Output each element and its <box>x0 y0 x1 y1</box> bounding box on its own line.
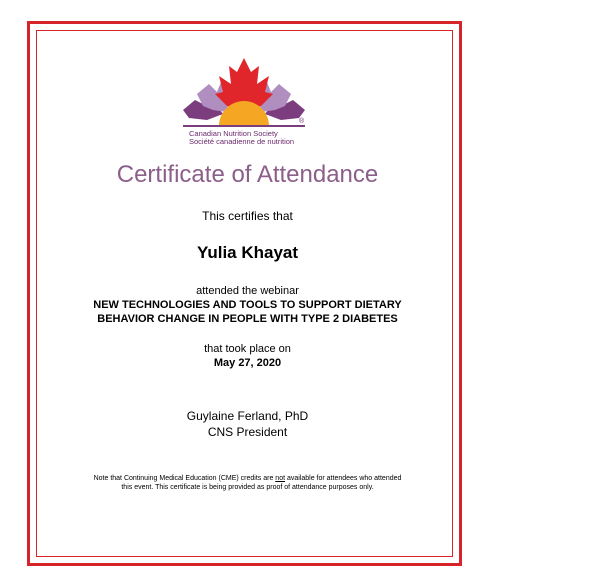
certificate-content <box>30 24 465 569</box>
certifies-text: This certifies that <box>202 209 293 223</box>
registered-mark: ® <box>299 118 305 125</box>
certificate-title: Certificate of Attendance <box>116 161 379 188</box>
recipient-name: Yulia Khayat <box>196 243 299 262</box>
attended-text: attended the webinar <box>196 285 299 297</box>
webinar-title <box>30 298 465 326</box>
cme-note-not: not <box>275 475 286 482</box>
signer-block <box>30 408 465 440</box>
took-place-text: that took place on <box>204 343 291 355</box>
cme-note-line-2: this event. This certificate is being provided as proof of attendance purposes only. <box>121 484 374 491</box>
horizon-line-icon <box>183 125 305 127</box>
signer-title: CNS President <box>207 425 288 439</box>
webinar-title-line-2: BEHAVIOR CHANGE IN PEOPLE WITH TYPE 2 DIABETES <box>97 313 398 325</box>
cns-logo <box>177 54 317 150</box>
cme-note <box>60 474 435 492</box>
webinar-date: May 27, 2020 <box>213 357 282 369</box>
cme-note-part-2: available for attendees who attended <box>285 475 402 482</box>
logo-name-en: Canadian Nutrition Society <box>189 129 278 138</box>
signer-name: Guylaine Ferland, PhD <box>186 409 309 423</box>
cme-note-line-1 <box>60 474 435 483</box>
logo-text <box>189 130 319 146</box>
logo-name-fr: Société canadienne de nutrition <box>189 137 295 146</box>
certificate-border-outer <box>27 21 462 566</box>
cme-note-part-1: Note that Continuing Medical Education (CME) credits are <box>93 475 276 482</box>
webinar-title-line-1: NEW TECHNOLOGIES AND TOOLS TO SUPPORT DIETARY <box>93 299 402 311</box>
